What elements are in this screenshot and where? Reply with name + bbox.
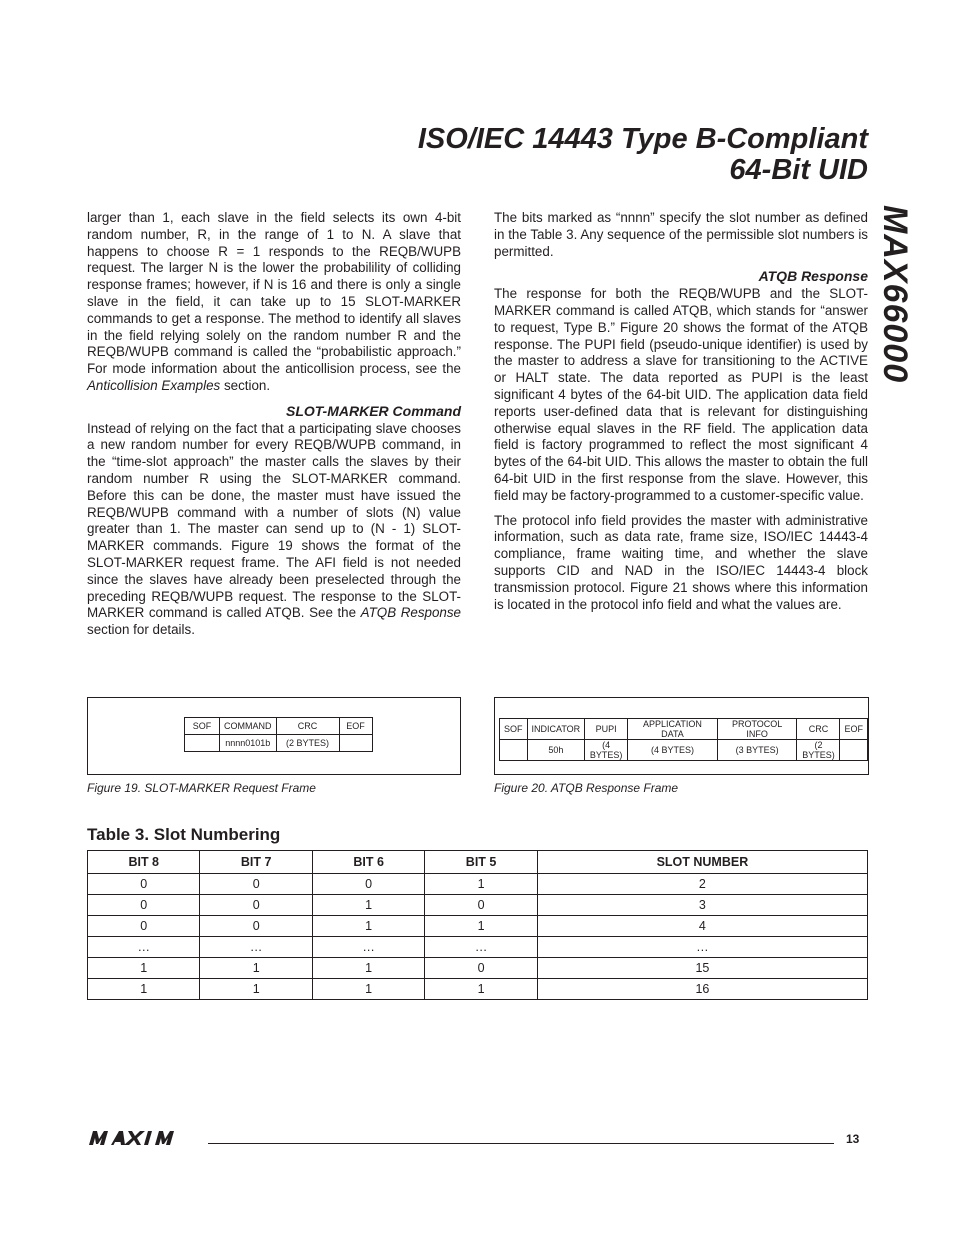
frame-cell: (2 BYTES) (276, 735, 339, 752)
frame-cell: EOF (840, 719, 868, 740)
frame-cell: INDICATOR (527, 719, 585, 740)
table-cell: 0 (88, 916, 200, 937)
left-para1-end: section. (220, 377, 271, 393)
slot-numbering-table (87, 850, 868, 1000)
column-header: BIT 7 (200, 851, 312, 874)
table-cell: 0 (200, 916, 312, 937)
frame-cell: 50h (527, 740, 585, 761)
frame-cell: SOF (500, 719, 528, 740)
slot-marker-frame-table (184, 717, 373, 752)
right-column (494, 210, 868, 621)
table-cell: 15 (537, 958, 867, 979)
table-cell: 0 (88, 874, 200, 895)
table-cell: 0 (312, 874, 424, 895)
slot-marker-heading: SLOT-MARKER Command (286, 402, 461, 419)
atqb-response-heading: ATQB Response (758, 268, 868, 285)
table-cell: 0 (88, 895, 200, 916)
table-cell: 1 (200, 979, 312, 1000)
title-line-2: 64-Bit UID (729, 154, 868, 186)
part-number-label: MAX66000 (876, 205, 914, 384)
frame-cell: APPLICATION DATA (628, 719, 718, 740)
table-cell: 1 (312, 958, 424, 979)
footer-rule (208, 1143, 834, 1144)
column-header: BIT 5 (425, 851, 537, 874)
right-paragraph-2: The response for both the REQB/WUPB and the SLOT-MARKER command is called ATQB, which stands for “answer to request, Type B.” Figure 20 shows the format of the ATQB response. The PUPI field (pseudo-unique identifier) is used by the master to address a slave for transitioning to the ACTIVE or HALT state. The data reported as PUPI is the least significant 4 bytes of the 64-bit UID. The application data field reports user-defined data that is relevant for distinguishing otherwise equal slaves in the RF field. The application data field is factory programmed to reflect the most significant 4 bytes of the 64-bit UID. This allows the master to obtain the full 64-bit UID in the first response from the slave. However, this field may be factory-programmed to a customer-specific value. (494, 286, 868, 503)
table-cell: 0 (425, 958, 537, 979)
table-cell: 1 (425, 916, 537, 937)
left-column (87, 210, 461, 647)
figure-19-box (87, 697, 461, 775)
frame-header-row (185, 718, 373, 735)
frame-cell: (3 BYTES) (717, 740, 797, 761)
table-cell: … (425, 937, 537, 958)
table-cell: … (88, 937, 200, 958)
frame-cell (339, 735, 372, 752)
table-row (88, 916, 868, 937)
table-cell: 0 (425, 895, 537, 916)
frame-cell: PUPI (585, 719, 628, 740)
table-cell: 0 (200, 874, 312, 895)
frame-cell: (2 BYTES) (797, 740, 840, 761)
table-cell: 1 (312, 916, 424, 937)
frame-value-row (185, 735, 373, 752)
frame-header-row (500, 719, 868, 740)
right-paragraph-3: The protocol info field provides the master with administrative information, such as data rate, frame size, ISO/IEC 14443-4 compliance, frame waiting time, and whether the slave supports CID and NAD in the ISO/IEC 14443-4 block transmission protocol. Figure 21 shows where this information is located in the protocol info field and what the values are. (494, 512, 868, 612)
figure-20-caption: Figure 20. ATQB Response Frame (494, 781, 679, 795)
table-cell: 1 (88, 979, 200, 1000)
maxim-logo (87, 1130, 199, 1146)
table-row (88, 958, 868, 979)
frame-cell: (4 BYTES) (585, 740, 628, 761)
frame-cell: COMMAND (220, 718, 277, 735)
frame-cell (840, 740, 868, 761)
table-cell: 4 (537, 916, 867, 937)
table-row (88, 874, 868, 895)
atqb-response-ref: ATQB Response (360, 605, 461, 621)
table-row (88, 937, 868, 958)
column-header: SLOT NUMBER (537, 851, 867, 874)
left-para2-end: section for details. (87, 622, 195, 638)
table-cell: … (537, 937, 867, 958)
table-cell: 1 (88, 958, 200, 979)
page-number: 13 (846, 1132, 860, 1146)
side-part-number (860, 205, 920, 405)
table-cell: 1 (425, 979, 537, 1000)
frame-cell: SOF (185, 718, 220, 735)
column-header: BIT 6 (312, 851, 424, 874)
table-cell: … (200, 937, 312, 958)
frame-value-row (500, 740, 868, 761)
atqb-frame-table (499, 718, 868, 761)
table-cell: … (312, 937, 424, 958)
anticollision-examples-ref: Anticollision Examples (87, 377, 221, 393)
left-para2-text: Instead of relying on the fact that a participating slave chooses a new random number for every REQB/WUPB command, in the “time-slot approach” the master calls the slaves by their random number R using the SLOT-MARKER command. Before this can be done, the master must have issued the REQB/WUPB command with a number of slots (N) value greater than 1. The master can send up to (N - 1) SLOT-MARKER commands. Figure 19 shows the format of the SLOT-MARKER request frame. The AFI field is not needed since the slaves have already been preselected through the preceding REQB/WUPB request. The response to the SLOT-MARKER command is called ATQB. See the (87, 420, 461, 621)
table-header-row (88, 851, 868, 874)
right-paragraph-1: The bits marked as “nnnn” specify the slot number as defined in the Table 3. Any sequence of the permissible slot numbers is permitted. (494, 210, 868, 259)
table-cell: 1 (425, 874, 537, 895)
frame-cell (185, 735, 220, 752)
table-3-title: Table 3. Slot Numbering (87, 825, 281, 844)
left-paragraph-2 (87, 421, 461, 639)
table-row (88, 895, 868, 916)
frame-cell: (4 BYTES) (628, 740, 718, 761)
table-cell: 3 (537, 895, 867, 916)
table-cell: 16 (537, 979, 867, 1000)
frame-cell: CRC (276, 718, 339, 735)
table-cell: 2 (537, 874, 867, 895)
table-cell: 1 (312, 979, 424, 1000)
column-header: BIT 8 (88, 851, 200, 874)
frame-cell: EOF (339, 718, 372, 735)
frame-cell: nnnn0101b (220, 735, 277, 752)
frame-cell (500, 740, 528, 761)
figure-20-box (494, 697, 869, 775)
left-para1-text: larger than 1, each slave in the field selects its own 4-bit random number, R, in the range of 1 to N. A slave that happens to choose R = 1 responds to the REQB/WUPB request. The larger N is the lower the probabilility of colliding response frames; however, if N is 16 and there is only a single slave in the field, it can take up to 15 SLOT-MARKER commands to get a response. The method to identify all slaves in the field relying solely on the random number R and the REQB/WUPB command is called the “probabilistic approach.” For mode information about the anticollision process, see the (87, 210, 461, 377)
frame-cell: PROTOCOL INFO (717, 719, 797, 740)
table-cell: 1 (312, 895, 424, 916)
table-cell: 0 (200, 895, 312, 916)
figure-19-caption: Figure 19. SLOT-MARKER Request Frame (87, 781, 316, 795)
title-line-1: ISO/IEC 14443 Type B-Compliant (417, 123, 868, 155)
left-paragraph-1 (87, 210, 461, 395)
table-cell: 1 (200, 958, 312, 979)
frame-cell: CRC (797, 719, 840, 740)
table-row (88, 979, 868, 1000)
document-title (300, 124, 868, 186)
